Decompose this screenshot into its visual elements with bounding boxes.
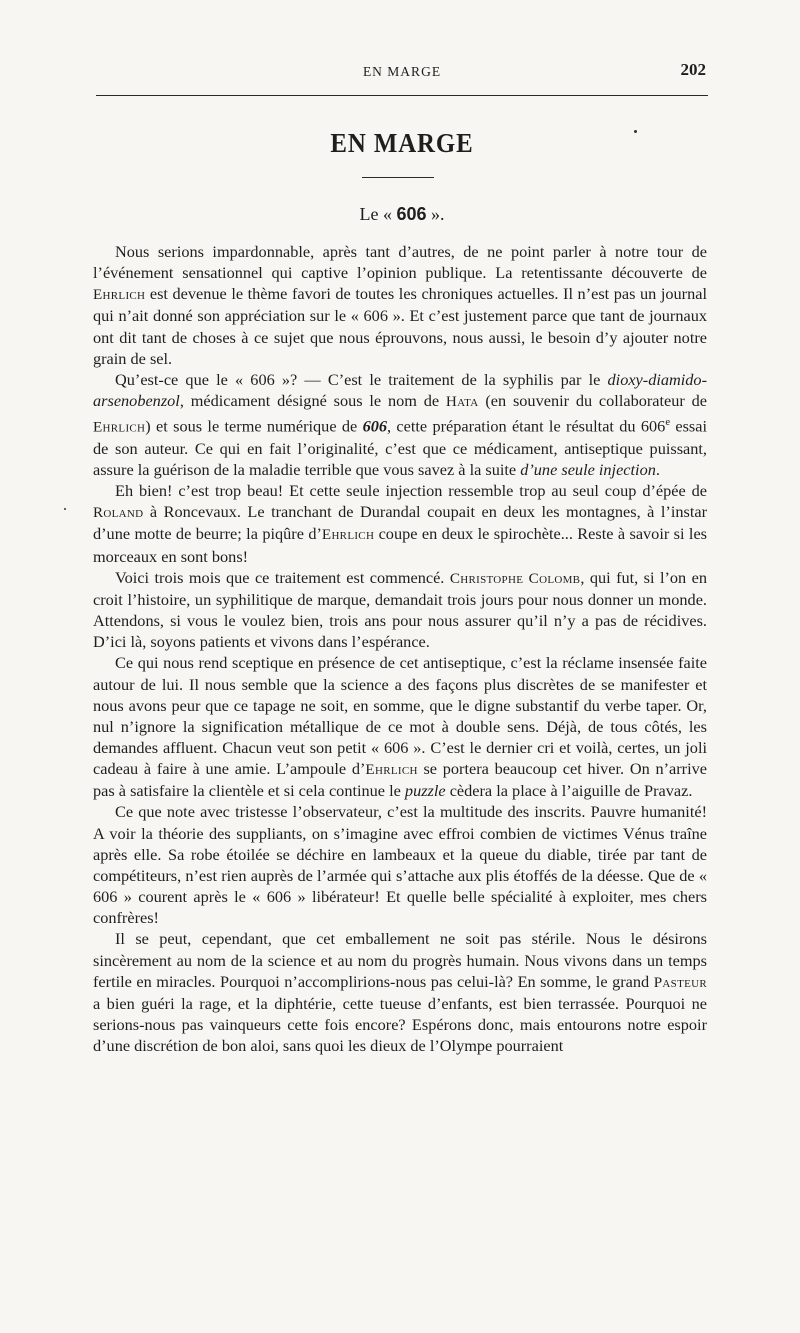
paragraph	[93, 652, 707, 801]
person-name: Ehrlich	[365, 761, 418, 779]
text-run: Eh bien! c’est trop beau! Et cette seule injection ressemble trop au seul coup d’épée de	[115, 481, 707, 501]
subtitle-number: 606	[396, 204, 427, 224]
text-run: .	[655, 459, 660, 479]
text-run: ) et sous le terme numérique de	[145, 416, 363, 436]
person-name: Ehrlich	[93, 418, 146, 436]
paragraph	[93, 928, 707, 1056]
paragraph	[93, 369, 707, 480]
text-run: est devenue le thème favori de toutes les chroniques actuelles. Il n’est pas un journal qui n’ait donné son appréciation sur le « 606 ». Et c’est justement parce que tant de journaux ont dit tant de choses à ce sujet que nous éprouvons, nous aussi, le besoin d’y ajouter notre grain de sel.	[93, 284, 707, 368]
text-run: d’une seule injection	[520, 459, 656, 479]
text-run: , médicament désigné sous le nom de	[179, 391, 446, 411]
text-run: a bien guéri la rage, et la diphtérie, cette tueuse d’enfants, est bien terrassée. Pourquoi ne serions-nous pas vainqueurs cette fois encore? Espérons donc, mais entourons notre espoir d’une discrétion de bon aloi, sans quoi les dieux de l’Olympe pourraient	[93, 993, 707, 1056]
subtitle-suffix: ».	[426, 204, 445, 224]
text-run: (en souvenir du collaborateur de	[478, 391, 707, 411]
paragraph	[93, 801, 707, 928]
text-run: se portera beaucoup cet hiver. On n’arrive pas à satisfaire la clientèle et si cela continue le	[93, 759, 707, 801]
subtitle-prefix: Le «	[359, 204, 397, 224]
person-name: Roland	[93, 504, 144, 522]
article-body	[93, 241, 707, 1056]
print-speck	[634, 130, 637, 133]
page-number: 202	[680, 60, 706, 79]
running-head-title: EN MARGE	[362, 64, 442, 79]
running-head	[96, 60, 708, 84]
text-run: Qu’est-ce que le « 606 »? — C’est le traitement de la syphilis par le	[115, 369, 608, 389]
article-subtitle	[96, 204, 708, 225]
text-run: e	[665, 417, 671, 429]
print-speck	[64, 508, 66, 510]
person-name: Hata	[445, 393, 479, 411]
text-run: coupe en deux le spirochète... Reste à savoir si les morceaux en sont bons!	[93, 524, 708, 566]
person-name: Pasteur	[653, 973, 707, 991]
text-run: dioxy-diamido-arsenobenzol	[93, 369, 707, 411]
text-run: cèdera la place à l’aiguille de Pravaz.	[445, 781, 693, 801]
text-run: à Roncevaux. Le tranchant de Durandal coupait en deux les montagnes, à l’instar d’une motte de beurre; la piqûre d’	[93, 502, 707, 544]
person-name: Ehrlich	[321, 526, 375, 544]
person-name: Ehrlich	[93, 286, 146, 304]
text-run: , cette préparation étant le résultat du 606	[387, 416, 666, 436]
title-rule	[362, 177, 434, 178]
text-run: essai de son auteur. Ce qui en fait l’originalité, c’est que ce médicament, antiseptique puissant, assure la guérison de la maladie terrible que vous savez à la suite	[93, 416, 708, 479]
text-run: puzzle	[404, 781, 446, 801]
text-run: Il se peut, cependant, que cet emballement ne soit pas stérile. Nous le désirons sincèrement au nom de la science et au nom du progrès humain. Nous vivons dans un temps fertile en miracles. Pourquoi n’accomplirions-nous pas celui-là? En somme, le grand	[93, 929, 707, 991]
text-run: , qui fut, si l’on en croit l’histoire, un syphilitique de marque, demandait trois jours pour nous donner un monde. Attendons, si vous le voulez bien, trois ans pour nous assurer qu’il n’y a pas de récidives. D’ici là, soyons patients et vivons dans l’espérance.	[93, 567, 707, 652]
paragraph	[93, 480, 707, 567]
text-run: Nous serions impardonnable, après tant d’autres, de ne point parler à notre tour de l’événement sensationnel qui captive l’opinion publique. La retentissante découverte de	[93, 242, 707, 283]
paragraph	[93, 567, 707, 653]
header-rule	[96, 95, 708, 96]
text-run: Ce qui nous rend sceptique en présence de cet antiseptique, c’est la réclame insensée faite autour de lui. Il nous semble que la science a des façons plus discrètes de se manifester et nous avons peur que ce tapage ne soit, en somme, que le digne substantif du verbe taper. Or, nul n’ignore la signification métallique de ce mot à double sens. Déjà, de tous côtés, les demandes affluent. Chacun veut son petit « 606 ». C’est le dernier cri et voilà, certes, un joli cadeau à faire à une amie. L’ampoule d’	[93, 653, 707, 779]
paragraph	[93, 241, 707, 369]
text-run: 606	[362, 416, 388, 436]
text-run: Ce que note avec tristesse l’observateur, c’est la multitude des inscrits. Pauvre humanité! A voir la théorie des suppliants, on s’imagine avec effroi combien de victimes Vénus traîne après elle. Sa robe étoilée se déchire en lambeaux et la queue du diable, tirée par tant de compétiteurs, n’est rien auprès de l’armée qui s’attache aux plis étoffés de la déesse. Que de « 606 » courent après le « 606 » libérateur! Et quelle belle spécialité à exploiter, mes chers confrères!	[93, 802, 707, 928]
person-name: Christophe Colomb	[449, 569, 581, 587]
text-run: Voici trois mois que ce traitement est commencé.	[115, 567, 450, 587]
article-title: EN MARGE	[330, 128, 474, 158]
